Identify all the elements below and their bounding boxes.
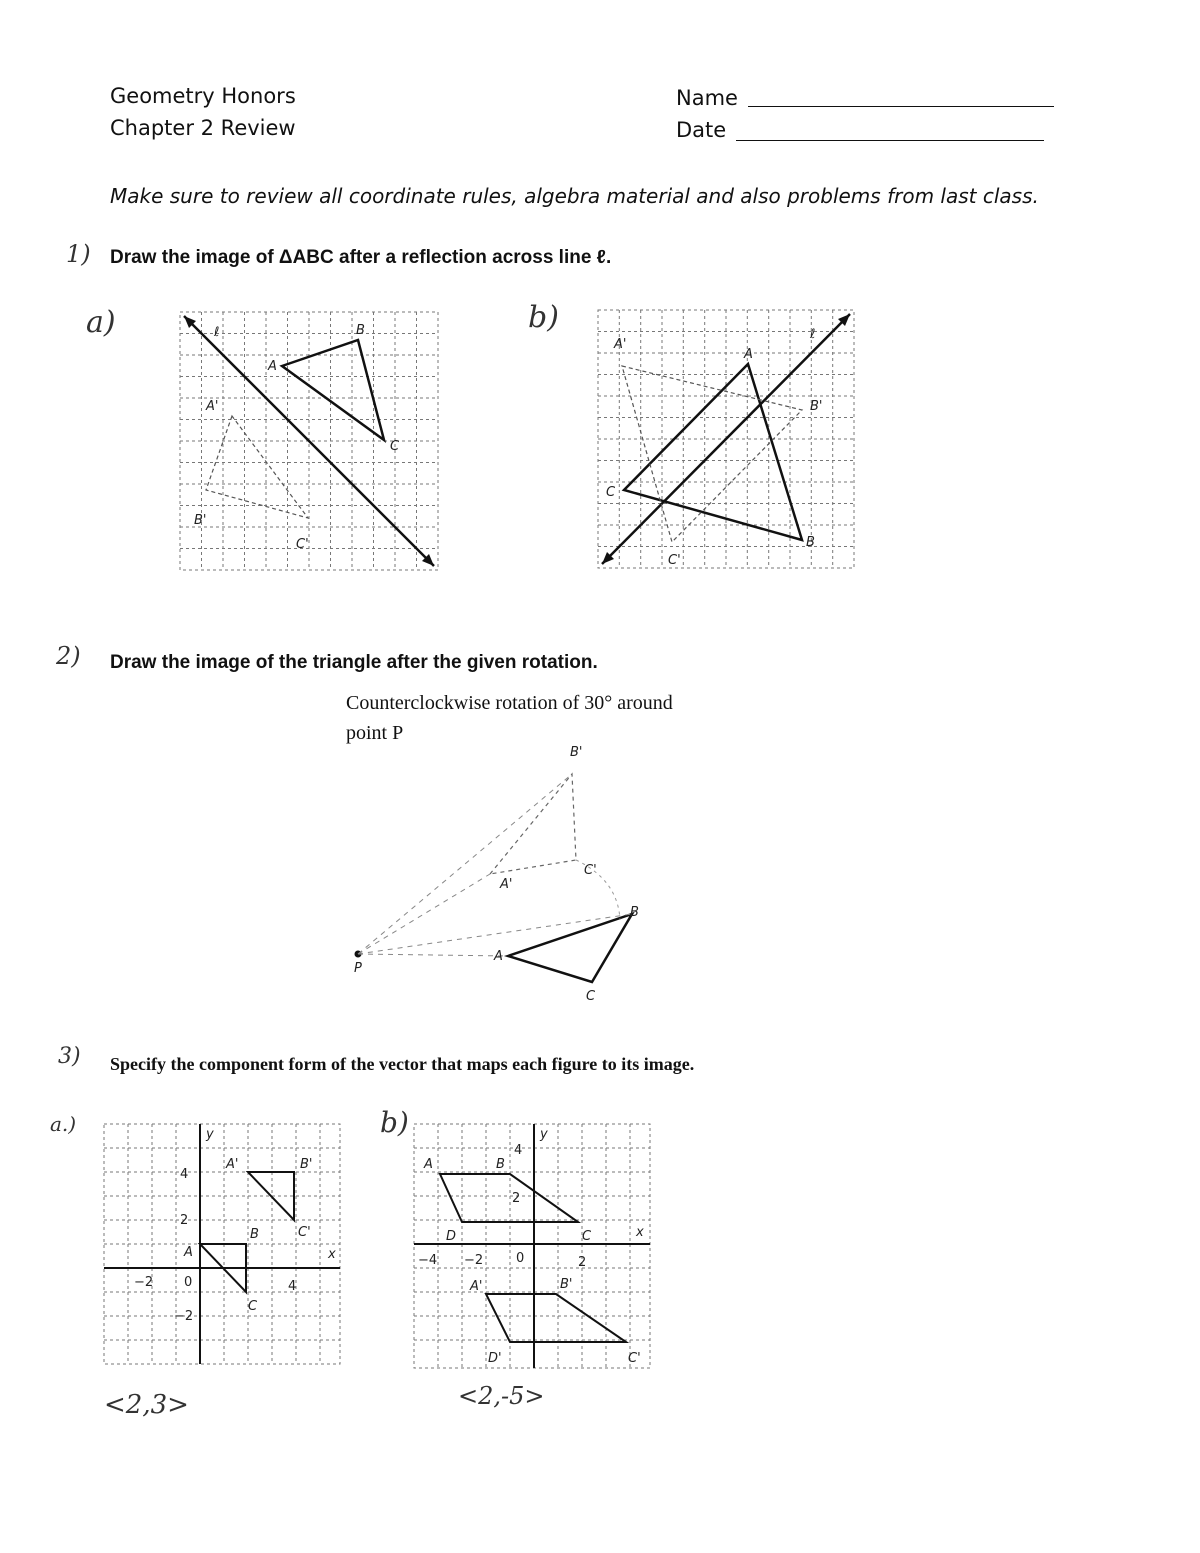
answer-a: <2,3> [104,1390,189,1420]
label-a-prime: A' [470,1279,483,1294]
label-b-prime: B' [560,1277,573,1292]
q1-part-a-label: a) [86,305,116,340]
label-c: C [586,989,596,1004]
y-axis-label: y [206,1127,214,1142]
instructions: Make sure to review all coordinate rules, algebra material and also problems from last class. [110,184,1039,208]
label-d-prime: D' [488,1351,502,1366]
label-a: A [744,347,753,362]
tick-y-4: 4 [180,1167,189,1182]
label-a-prime: A' [206,399,219,414]
triangle-image [490,774,576,874]
label-c: C [606,485,616,500]
tick-x-0: 0 [516,1251,525,1266]
rotation-text-line1: Counterclockwise rotation of 30° around [346,692,673,714]
x-axis-label: x [636,1225,644,1240]
triangle-image [206,416,308,518]
label-c-prime: C' [668,553,681,568]
tick-x-4: 4 [288,1279,297,1294]
image-parallelogram [486,1294,626,1342]
q3b-graph [414,1124,650,1368]
date-label: Date [676,118,727,142]
label-a: A [494,949,503,964]
label-c: C [390,439,400,454]
q1a-grid [180,312,438,570]
q2-prompt: Draw the image of the triangle after the given rotation. [110,652,598,673]
q2-number: 2) [56,642,81,670]
tick-x-neg2: −2 [134,1275,154,1290]
x-axis-label: x [328,1247,336,1262]
label-a: A [184,1245,193,1260]
tick-y-2: 2 [512,1191,521,1206]
label-b: B [496,1157,505,1172]
q1-part-b-label: b) [528,300,559,335]
label-c-prime: C' [584,863,597,878]
pre-image-parallelogram [440,1174,578,1222]
q2-rotation-figure [340,745,660,1010]
label-c-prime: C' [298,1225,311,1240]
name-field[interactable] [748,106,1054,107]
triangle-abc [508,914,632,982]
tick-x-0: 0 [184,1275,193,1290]
label-b-prime: B' [570,745,583,760]
label-p: P [354,961,362,976]
label-b: B [806,535,815,550]
tick-y-4: 4 [514,1143,523,1158]
q3-part-b-label: b) [380,1106,409,1139]
tick-y-2: 2 [180,1213,189,1228]
tick-x-neg2: −2 [464,1253,484,1268]
label-c-prime: C' [296,537,309,552]
label-c: C [582,1229,592,1244]
course-title: Geometry Honors [110,84,296,108]
label-c: C [248,1299,258,1314]
label-b-prime: B' [194,513,207,528]
date-field[interactable] [736,140,1044,141]
label-a-prime: A' [614,337,627,352]
label-a: A [424,1157,433,1172]
q3-prompt: Specify the component form of the vector that maps each figure to its image. [110,1054,695,1074]
label-b: B [356,323,365,338]
answer-b: <2,-5> [458,1382,545,1410]
label-l: ℓ [810,327,816,342]
q1b-grid [598,310,854,568]
label-b: B [630,905,639,920]
chapter-title: Chapter 2 Review [110,116,296,140]
label-l: ℓ [214,325,220,340]
label-c-prime: C' [628,1351,641,1366]
label-a: A [268,359,277,374]
rotation-text-line2: point P [346,722,404,744]
q3-number: 3) [58,1044,81,1069]
q3-part-a-label: a.) [50,1112,77,1136]
label-b: B [250,1227,259,1242]
tick-x-neg4: −4 [418,1253,438,1268]
y-axis-label: y [540,1127,548,1142]
label-b-prime: B' [300,1157,313,1172]
q1-prompt: Draw the image of ΔABC after a reflection across line ℓ. [110,247,612,268]
label-b-prime: B' [810,399,823,414]
q1-number: 1) [66,240,91,268]
label-a-prime: A' [500,877,513,892]
label-d: D [446,1229,457,1244]
label-a-prime: A' [226,1157,239,1172]
tick-x-2: 2 [578,1255,587,1270]
name-label: Name [676,86,738,110]
q3a-graph [104,1124,340,1364]
tick-y-neg2: −2 [174,1309,194,1324]
